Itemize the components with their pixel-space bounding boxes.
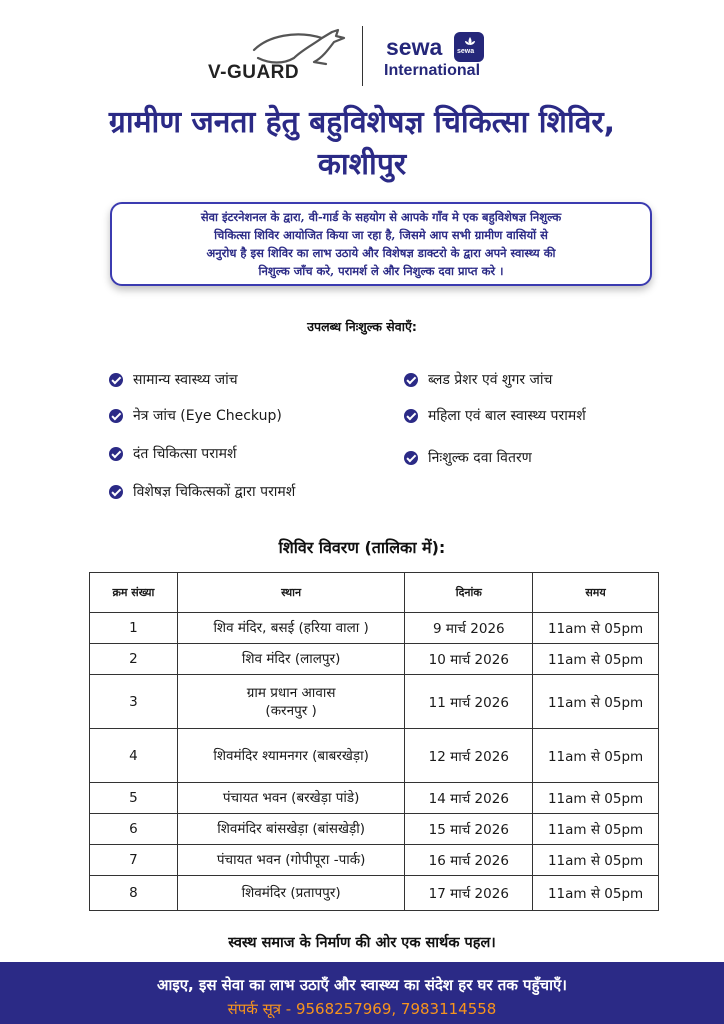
table-row — [90, 613, 659, 644]
check-circle-icon — [109, 485, 123, 499]
cell-time: 11am से 05pm — [533, 613, 659, 644]
column-header-time: समय — [533, 573, 659, 613]
cell-place: शिव मंदिर (लालपुर) — [177, 644, 405, 675]
intro-line-3: अनुरोध है इस शिविर का लाभ उठाये और विशेषज्ञ डाक्टरो के द्वारा अपने स्वास्थ्य की — [206, 246, 556, 260]
cell-place: पंचायत भवन (बरखेड़ा पांडे) — [177, 783, 405, 814]
cell-place — [177, 675, 405, 729]
cell-place: शिवमंदिर श्यामनगर (बाबरखेड़ा) — [177, 729, 405, 783]
cell-time: 11am से 05pm — [533, 876, 659, 911]
cell-serial: 2 — [90, 644, 178, 675]
cell-date: 15 मार्च 2026 — [405, 814, 533, 845]
column-header-serial: क्रम संख्या — [90, 573, 178, 613]
service-label: विशेषज्ञ चिकित्सकों द्वारा परामर्श — [133, 484, 296, 500]
table-row — [90, 729, 659, 783]
service-label: दंत चिकित्सा परामर्श — [133, 446, 237, 462]
service-item — [404, 448, 532, 467]
cell-serial: 4 — [90, 729, 178, 783]
cell-date: 17 मार्च 2026 — [405, 876, 533, 911]
sewa-badge-label: sewa — [457, 48, 475, 55]
service-label: निःशुल्क दवा वितरण — [428, 450, 532, 466]
service-item — [109, 444, 237, 463]
vguard-wordmark: V-GUARD — [208, 62, 300, 83]
cell-date: 11 मार्च 2026 — [405, 675, 533, 729]
table-header-row — [90, 573, 659, 613]
cell-serial: 3 — [90, 675, 178, 729]
cell-time: 11am से 05pm — [533, 644, 659, 675]
intro-line-1: सेवा इंटरनेशनल के द्वारा, वी-गार्ड के सहयोग से आपके गाँव मे एक बहुविशेषज्ञ निशुल्क — [200, 210, 562, 224]
check-circle-icon — [404, 451, 418, 465]
schedule-heading: शिविर विवरण (तालिका में): — [278, 538, 446, 557]
cell-date: 12 मार्च 2026 — [405, 729, 533, 783]
cell-place: शिव मंदिर, बसई (हरिया वाला ) — [177, 613, 405, 644]
cell-place-line-2: (करनपुर ) — [265, 702, 317, 719]
logo-divider — [362, 26, 363, 86]
cell-place-line-1: ग्राम प्रधान आवास — [246, 684, 336, 701]
service-item — [404, 406, 586, 425]
service-label: महिला एवं बाल स्वास्थ्य परामर्श — [428, 408, 586, 424]
cell-time: 11am से 05pm — [533, 845, 659, 876]
cell-serial: 8 — [90, 876, 178, 911]
service-item — [109, 482, 295, 501]
check-circle-icon — [404, 373, 418, 387]
cell-place: शिवमंदिर (प्रतापपुर) — [177, 876, 405, 911]
services-list — [0, 360, 724, 510]
column-header-date: दिनांक — [405, 573, 533, 613]
sewa-international-logo — [378, 30, 493, 90]
footer-message: आइए, इस सेवा का लाभ उठाएँ और स्वास्थ्य का संदेश हर घर तक पहुँचाएँ। — [157, 976, 567, 994]
cell-date: 16 मार्च 2026 — [405, 845, 533, 876]
intro-text — [201, 208, 561, 280]
footer-banner — [0, 962, 724, 1024]
table-row — [90, 845, 659, 876]
cell-place: शिवमंदिर बांसखेड़ा (बांसखेड़ी) — [177, 814, 405, 845]
sewa-badge — [454, 32, 484, 62]
service-item — [109, 406, 282, 425]
cell-date: 9 मार्च 2026 — [405, 613, 533, 644]
cell-serial: 7 — [90, 845, 178, 876]
table-row — [90, 814, 659, 845]
table-row — [90, 783, 659, 814]
cell-date: 14 मार्च 2026 — [405, 783, 533, 814]
sewa-wordmark: sewa — [386, 34, 443, 60]
service-label: नेत्र जांच (Eye Checkup) — [133, 408, 282, 424]
cell-time: 11am से 05pm — [533, 675, 659, 729]
cell-serial: 1 — [90, 613, 178, 644]
contact-numbers: संपर्क सूत्र - 9568257969, 7983114558 — [227, 1000, 497, 1018]
tagline: स्वस्थ समाज के निर्माण की ओर एक सार्थक पहल। — [228, 935, 496, 951]
cell-serial: 6 — [90, 814, 178, 845]
sewa-international-wordmark: International — [384, 62, 481, 79]
table-row — [90, 675, 659, 729]
header-logos — [0, 22, 724, 92]
service-item — [109, 370, 238, 389]
service-label: ब्लड प्रेशर एवं शुगर जांच — [428, 372, 553, 388]
column-header-place: स्थान — [177, 573, 405, 613]
cell-time: 11am से 05pm — [533, 783, 659, 814]
cell-time: 11am से 05pm — [533, 729, 659, 783]
cell-date: 10 मार्च 2026 — [405, 644, 533, 675]
intro-box — [110, 202, 652, 286]
vguard-logo — [208, 28, 353, 86]
cell-place: पंचायत भवन (गोपीपूरा -पार्क) — [177, 845, 405, 876]
lotus-icon — [464, 36, 476, 46]
service-label: सामान्य स्वास्थ्य जांच — [133, 372, 238, 388]
intro-line-2: चिकित्सा शिविर आयोजित किया जा रहा है, जिसमे आप सभी ग्रामीण वासियों से — [214, 228, 548, 242]
intro-line-4: निशुल्क जाँच करे, परामर्श ले और निशुल्क दवा प्राप्त करे । — [258, 264, 504, 278]
page-title — [0, 102, 724, 186]
cell-time: 11am से 05pm — [533, 814, 659, 845]
check-circle-icon — [109, 373, 123, 387]
title-line-1: ग्रामीण जनता हेतु बहुविशेषज्ञ चिकित्सा शिविर, — [108, 105, 616, 140]
table-row — [90, 876, 659, 911]
check-circle-icon — [109, 447, 123, 461]
table-row — [90, 644, 659, 675]
service-item — [404, 370, 552, 389]
cell-serial: 5 — [90, 783, 178, 814]
check-circle-icon — [404, 409, 418, 423]
title-line-2: काशीपुर — [317, 147, 407, 182]
schedule-table — [89, 572, 659, 911]
services-heading: उपलब्ध निःशुल्क सेवाएँ: — [307, 319, 417, 334]
check-circle-icon — [109, 409, 123, 423]
